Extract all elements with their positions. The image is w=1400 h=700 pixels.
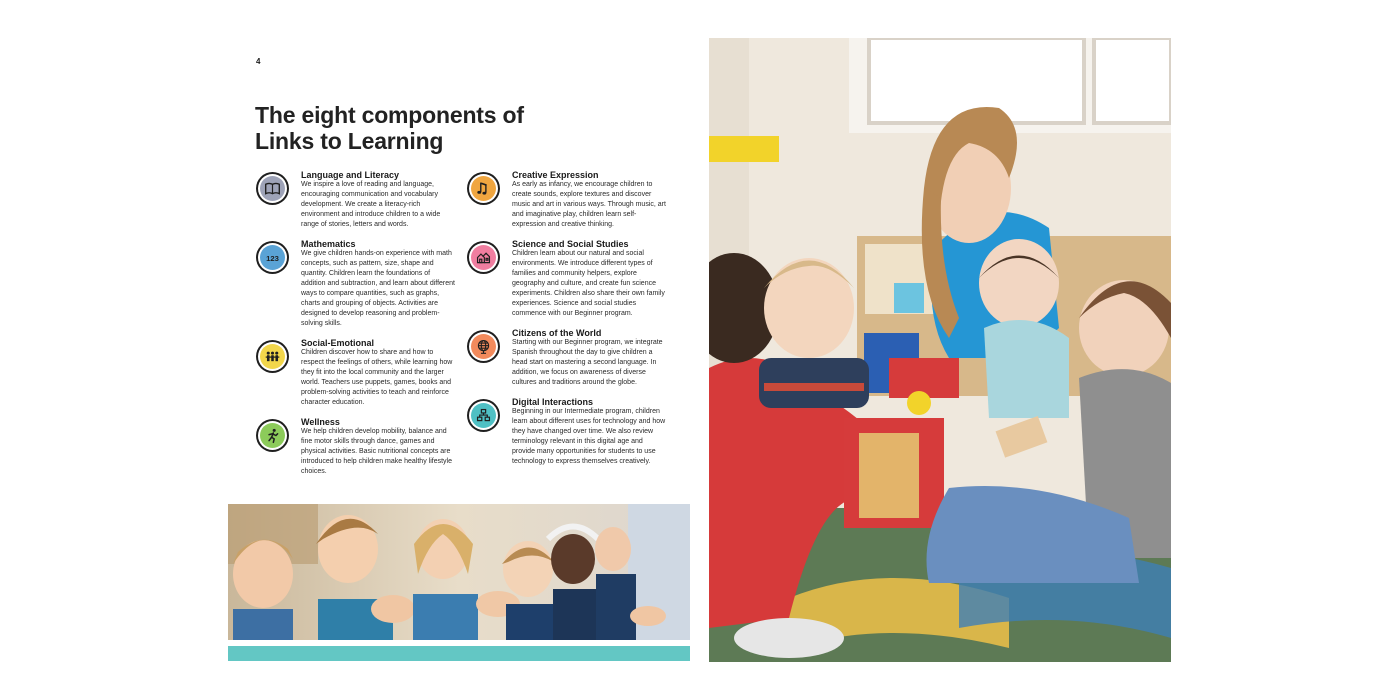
houses-icon <box>467 241 500 274</box>
runner-icon <box>256 419 289 452</box>
component-description: Children learn about our natural and social environments. We introduce different types of families and community helpers, explore geography and culture, and create fun science experiments. Children also share their own family experiences. Science and social studies commence with our Beginner program. <box>512 250 665 317</box>
people-group-icon <box>256 340 289 373</box>
component-wellness <box>256 417 456 477</box>
component-title: Science and Social Studies <box>512 239 629 249</box>
component-title: Digital Interactions <box>512 397 594 407</box>
page-number: 4 <box>256 57 261 66</box>
component-title: Wellness <box>301 417 340 427</box>
component-description: We help children develop mobility, balance and fine motor skills through dance, games and physical activities. Basic nutritional concepts are introduced to help children make healthy lifestyle choices. <box>301 428 452 475</box>
component-title: Mathematics <box>301 239 356 249</box>
components-column-left <box>256 170 456 486</box>
component-mathematics <box>256 239 456 329</box>
teacher-with-toddlers-photo <box>709 38 1171 662</box>
component-description: Beginning in our Intermediate program, children learn about different uses for technology and how they have changed over time. We also review terminology relevant in this digital age and provide many opportunities for students to use technology to express themselves creatively. <box>512 408 666 465</box>
component-title: Language and Literacy <box>301 170 400 180</box>
component-language-literacy <box>256 170 456 230</box>
component-description: We give children hands-on experience with math concepts, such as pattern, size, shape and quantity. Children learn the foundations of addition and subtraction, and learn about different ways to compare quantities, such as graphs, charts and grouping of objects. Activities are designed to develop reasoning and problem-solving skills. <box>301 250 455 327</box>
globe-icon <box>467 330 500 363</box>
component-creative-expression <box>467 170 667 230</box>
component-description: As early as infancy, we encourage children to create sounds, explore textures and discover music and art in various ways. Through music, art and imaginative play, children learn self-expression and creative thinking. <box>512 181 666 228</box>
component-digital-interactions <box>467 397 667 467</box>
component-science-social-studies <box>467 239 667 319</box>
svg-text:123: 123 <box>266 253 279 263</box>
network-blocks-icon <box>467 399 500 432</box>
component-title: Citizens of the World <box>512 328 602 338</box>
component-title: Creative Expression <box>512 170 599 180</box>
component-description: Starting with our Beginner program, we integrate Spanish throughout the day to give children a head start on mastering a second language. In addition, we focus on awareness of diverse cultures and traditions around the globe. <box>512 339 663 386</box>
component-citizens-of-the-world <box>467 328 667 388</box>
component-social-emotional <box>256 338 456 408</box>
component-description: We inspire a love of reading and language, encouraging communication and vocabulary development. We create a literacy-rich environment and introduce children to a wide range of stories, letters and words. <box>301 181 441 228</box>
left-page <box>228 38 690 662</box>
component-description: Children discover how to share and how to respect the feelings of others, while learning how they fit into the local community and the larger world. Teachers use puppets, games, books and problem-solving activities to teach and reinforce character education. <box>301 349 453 406</box>
music-notes-icon <box>467 172 500 205</box>
component-title: Social-Emotional <box>301 338 375 348</box>
teal-accent-bar <box>228 646 690 661</box>
right-page <box>709 38 1171 662</box>
components-column-right <box>467 170 667 476</box>
book-icon <box>256 172 289 205</box>
children-clapping-photo <box>228 504 690 640</box>
numbers-123-icon <box>256 241 289 274</box>
page-title: The eight components of Links to Learning <box>255 102 524 154</box>
